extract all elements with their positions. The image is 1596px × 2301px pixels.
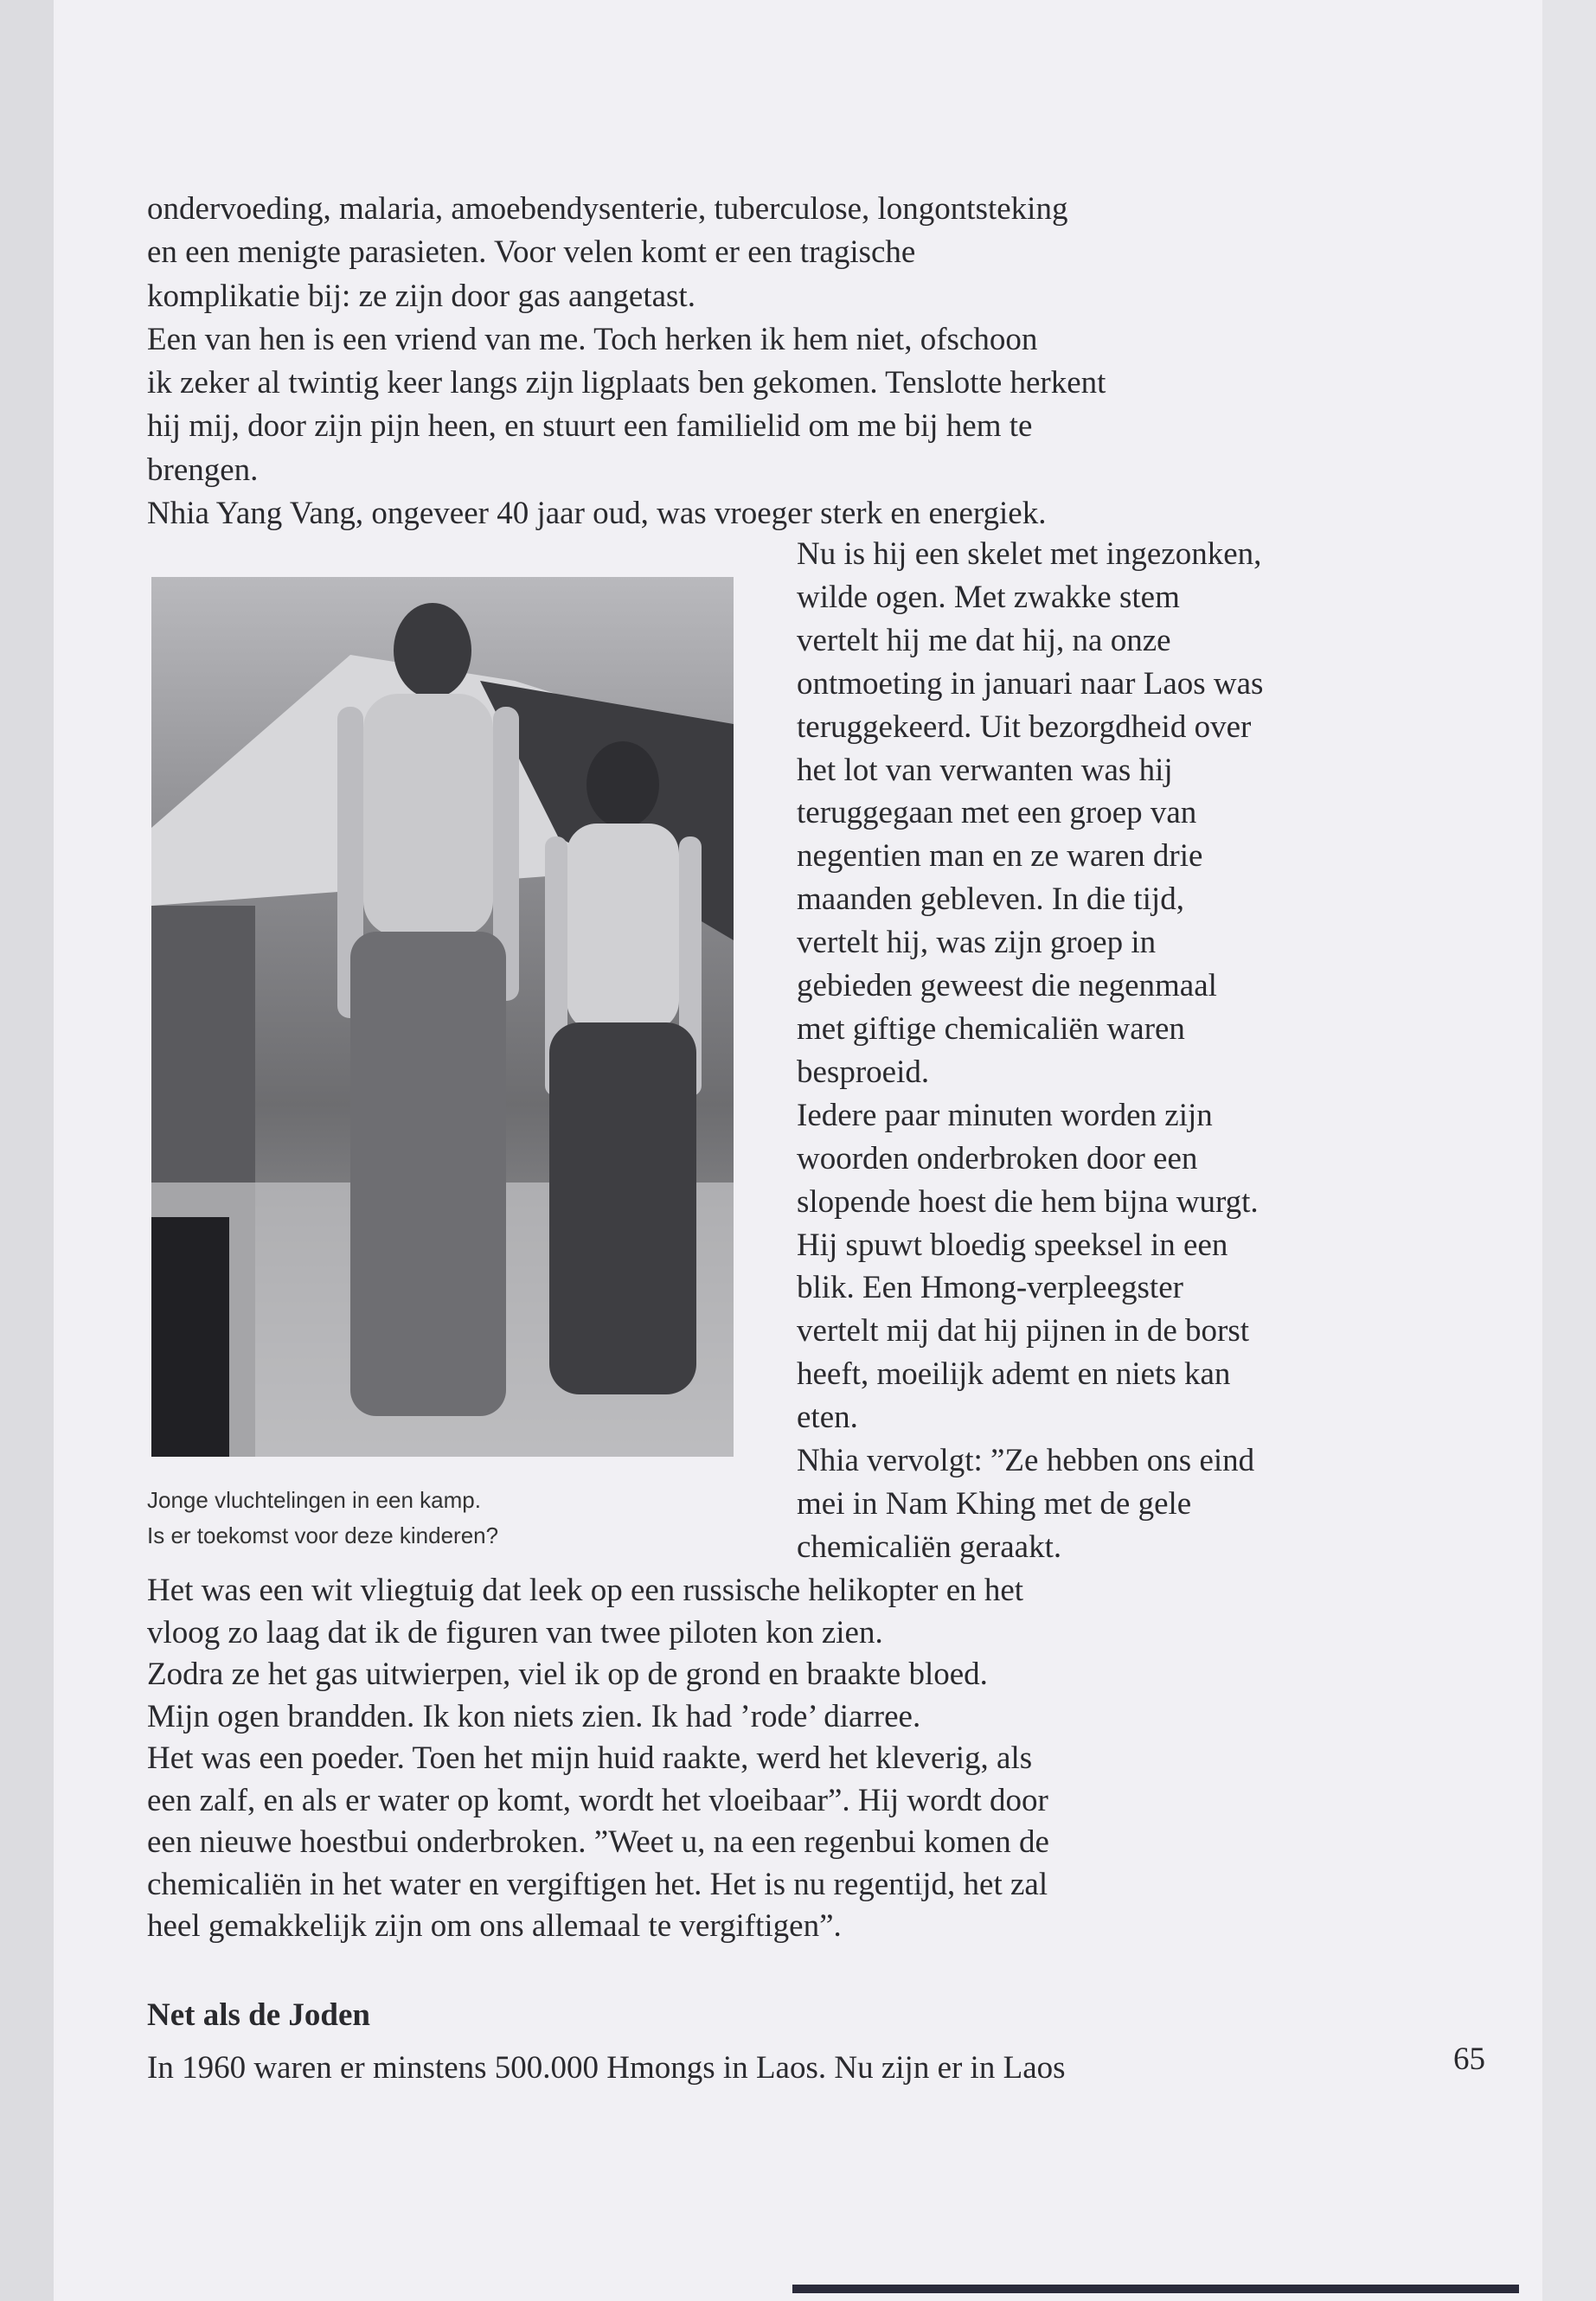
text-line: teruggekeerd. Uit bezorgdheid over <box>797 708 1252 745</box>
text-line: heeft, moeilijk ademt en niets kan <box>797 1356 1231 1393</box>
text-line: vloog zo laag dat ik de figuren van twee piloten kon zien. <box>147 1614 883 1650</box>
text-line: een zalf, en als er water op komt, wordt het vloeibaar”. Hij wordt door <box>147 1782 1048 1818</box>
text-line: het lot van verwanten was hij <box>797 752 1173 788</box>
text-line: teruggegaan met een groep van <box>797 795 1197 831</box>
text-line: met giftige chemicaliën waren <box>797 1010 1185 1047</box>
caption-line: Is er toekomst voor deze kinderen? <box>147 1522 499 1548</box>
text-line: vertelt hij, was zijn groep in <box>797 925 1157 961</box>
text-line: chemicaliën in het water en vergiftigen het. Het is nu regentijd, het zal <box>147 1866 1048 1902</box>
text-line: Zodra ze het gas uitwierpen, viel ik op de grond en braakte bloed. <box>147 1657 988 1692</box>
text-line: vertelt mij dat hij pijnen in de borst <box>797 1313 1250 1349</box>
text-line: ondervoeding, malaria, amoebendysenterie, tuberculose, longontsteking <box>147 191 1068 227</box>
text-line: Het was een poeder. Toen het mijn huid raakte, werd het kleverig, als <box>147 1740 1033 1776</box>
page-edge-right <box>1542 0 1596 2301</box>
text-line: Nhia Yang Vang, ongeveer 40 jaar oud, was vroeger sterk en energiek. <box>147 496 1047 532</box>
photo-caption <box>147 1483 498 1554</box>
text-line: brengen. <box>147 452 259 488</box>
text-line: een nieuwe hoestbui onderbroken. ”Weet u, na een regenbui komen de <box>147 1824 1049 1860</box>
body-text-bottom <box>147 1570 1049 1948</box>
text-line: Mijn ogen brandden. Ik kon niets zien. Ik had ’rode’ diarree. <box>147 1698 921 1734</box>
photo-illustration <box>151 577 734 1457</box>
text-line: ontmoeting in januari naar Laos was <box>797 665 1264 702</box>
photo-refugee-children <box>151 577 734 1457</box>
text-line: slopende hoest die hem bijna wurgt. <box>797 1183 1259 1220</box>
text-line: hij mij, door zijn pijn heen, en stuurt een familielid om me bij hem te <box>147 408 1033 445</box>
text-line: wilde ogen. Met zwakke stem <box>797 579 1180 615</box>
page-edge-left <box>0 0 54 2301</box>
text-line: komplikatie bij: ze zijn door gas aangetast. <box>147 278 695 314</box>
text-line: chemicaliën geraakt. <box>797 1529 1062 1565</box>
body-text-right-column <box>797 533 1263 1569</box>
text-line: en een menigte parasieten. Voor velen komt er een tragische <box>147 234 916 271</box>
text-line: Nu is hij een skelet met ingezonken, <box>797 536 1262 572</box>
page-number: 65 <box>1453 2041 1485 2077</box>
text-line: maanden gebleven. In die tijd, <box>797 881 1184 918</box>
text-line: blik. Een Hmong-verpleegster <box>797 1270 1183 1306</box>
text-line: Het was een wit vliegtuig dat leek op een russische helikopter en het <box>147 1573 1024 1608</box>
text-line: Iedere paar minuten worden zijn <box>797 1097 1213 1133</box>
text-line: Hij spuwt bloedig speeksel in een <box>797 1227 1228 1263</box>
text-line: Nhia vervolgt: ”Ze hebben ons eind <box>797 1443 1255 1479</box>
text-line: negentien man en ze waren drie <box>797 838 1203 875</box>
text-line: gebieden geweest die negenmaal <box>797 968 1217 1004</box>
text-line: eten. <box>797 1400 858 1436</box>
page-bottom-bar <box>792 2285 1519 2293</box>
text-line: vertelt hij me dat hij, na onze <box>797 622 1171 658</box>
text-line: besproeid. <box>797 1054 930 1090</box>
text-line: mei in Nam Khing met de gele <box>797 1485 1192 1522</box>
body-text-top <box>147 188 1106 535</box>
text-line: Een van hen is een vriend van me. Toch herken ik hem niet, ofschoon <box>147 321 1038 357</box>
caption-line: Jonge vluchtelingen in een kamp. <box>147 1487 481 1513</box>
section-heading: Net als de Joden <box>147 1997 370 2033</box>
body-text-last-line: In 1960 waren er minstens 500.000 Hmongs in Laos. Nu zijn er in Laos <box>147 2050 1066 2086</box>
text-line: ik zeker al twintig keer langs zijn ligplaats ben gekomen. Tenslotte herkent <box>147 365 1106 401</box>
text-line: heel gemakkelijk zijn om ons allemaal te vergiftigen”. <box>147 1908 842 1944</box>
text-line: woorden onderbroken door een <box>797 1140 1198 1176</box>
